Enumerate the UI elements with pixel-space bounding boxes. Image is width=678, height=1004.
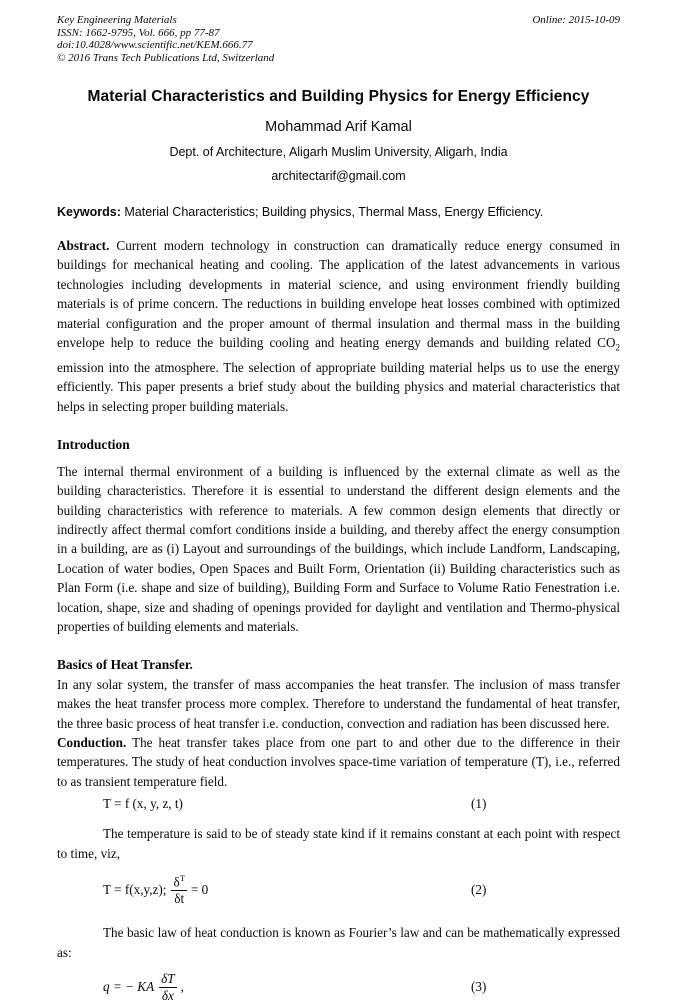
keywords-text: Material Characteristics; Building physics, Thermal Mass, Energy Efficiency. xyxy=(120,205,544,219)
author-email: architectarif@gmail.com xyxy=(271,169,406,183)
keywords-line xyxy=(57,205,620,219)
equation-3 xyxy=(57,971,620,1004)
superscript-T: T xyxy=(179,873,185,884)
equation-1-number: (1) xyxy=(471,796,487,812)
equation-3-number: (3) xyxy=(471,979,487,995)
abstract-paragraph xyxy=(57,236,620,416)
journal-copyright-line: © 2016 Trans Tech Publications Ltd, Switzerland xyxy=(57,51,275,64)
equation-2-fraction xyxy=(171,873,186,907)
introduction-heading: Introduction xyxy=(57,437,130,453)
conduction-paragraph xyxy=(57,733,620,791)
heat-transfer-paragraph: In any solar system, the transfer of mass accompanies the heat transfer. The inclusion of mass transfer makes the heat transfer process more complex. Therefore to understand the fundamental of heat transfer, the three basic process of heat transfer i.e. conduction, convection and radiation has been discussed here. xyxy=(57,676,620,731)
heat-transfer-heading: Basics of Heat Transfer. xyxy=(57,657,193,673)
equation-2-number: (2) xyxy=(471,882,487,898)
delta-symbol: δ xyxy=(173,874,180,890)
equation-2-denominator: δt xyxy=(174,891,185,907)
equation-1 xyxy=(57,796,620,812)
equation-3-numerator: δT xyxy=(161,970,175,986)
abstract-text-1: Current modern technology in construction can dramatically reduce energy consumed in buildings for mechanical heating and cooling. The application of the latest advancements in various technologies including developments in material science, and using environment friendly building materials is of prime concern. The reductions in building envelope heat losses combined with optimized material configuration and the proper amount of thermal insulation and thermal mass in the building envelope help to reduce the building cooling and heating energy demands and building related CO xyxy=(57,238,620,351)
journal-doi-line: doi:10.4028/www.scientific.net/KEM.666.77 xyxy=(57,39,253,51)
equation-2-rhs: = 0 xyxy=(190,882,209,898)
equation-3-denominator: δx xyxy=(161,987,174,1003)
equation-3-fraction xyxy=(159,971,176,1004)
equation-1-body: T = f (x, y, z, t) xyxy=(103,796,183,812)
introduction-paragraph: The internal thermal environment of a building is influenced by the external climate as well as the building characteristics. Therefore it is essential to understand the different design elements and the building characteristics with reference to materials. A few common design elements that directly or indirectly affect thermal comfort conditions inside a building, and thereby affect the energy consumption in a building, are as (i) Layout and surroundings of the buildings, which include Landform, Landscaping, Location of water bodies, Open Spaces and Built Form, Orientation (ii) Building characteristics such as Plan Form (i.e. shape and size of building), Building Form and Surface to Volume Ratio Fenestration i.e. location, shape, size and shading of openings provided for daylight and ventilation and Thermo-physical properties of building elements and materials. xyxy=(57,463,620,634)
equation-2-lhs: T = f(x,y,z); xyxy=(103,882,167,898)
author-name: Mohammad Arif Kamal xyxy=(265,119,412,135)
abstract-text-2: emission into the atmosphere. The selection of appropriate building material helps us to use the energy efficiently. This paper presents a brief study about the building physics and material characteristics that helps in selecting proper building materials. xyxy=(57,360,620,414)
equation-3-lhs: q = − KA xyxy=(103,979,155,995)
online-date: Online: 2015-10-09 xyxy=(532,14,620,26)
journal-issn-line: ISSN: 1662-9795, Vol. 666, pp 77-87 xyxy=(57,26,220,39)
equation-2-numerator xyxy=(171,873,186,891)
conduction-label: Conduction. xyxy=(57,734,127,750)
keywords-label: Keywords: xyxy=(57,205,121,219)
equation-2 xyxy=(57,873,620,907)
fourier-paragraph: The basic law of heat conduction is known as Fourier’s law and can be mathematically expressed as: xyxy=(57,925,620,960)
paper-title: Material Characteristics and Building Physics for Energy Efficiency xyxy=(87,88,590,105)
co2-subscript: 2 xyxy=(615,342,620,353)
author-affiliation: Dept. of Architecture, Aligarh Muslim University, Aligarh, India xyxy=(169,145,508,159)
abstract-label: Abstract. xyxy=(57,238,110,253)
journal-header xyxy=(57,14,620,64)
steady-state-paragraph: The temperature is said to be of steady state kind if it remains constant at each point with respect to time, viz, xyxy=(57,826,620,861)
journal-name: Key Engineering Materials xyxy=(57,14,177,26)
conduction-text: The heat transfer takes place from one part to and other due to the difference in their temperatures. The study of heat conduction involves space-time variation of temperature (T), i.e., referred to as transient temperature field. xyxy=(57,734,620,789)
equation-3-rhs: , xyxy=(180,979,184,995)
journal-info-block xyxy=(57,14,274,64)
